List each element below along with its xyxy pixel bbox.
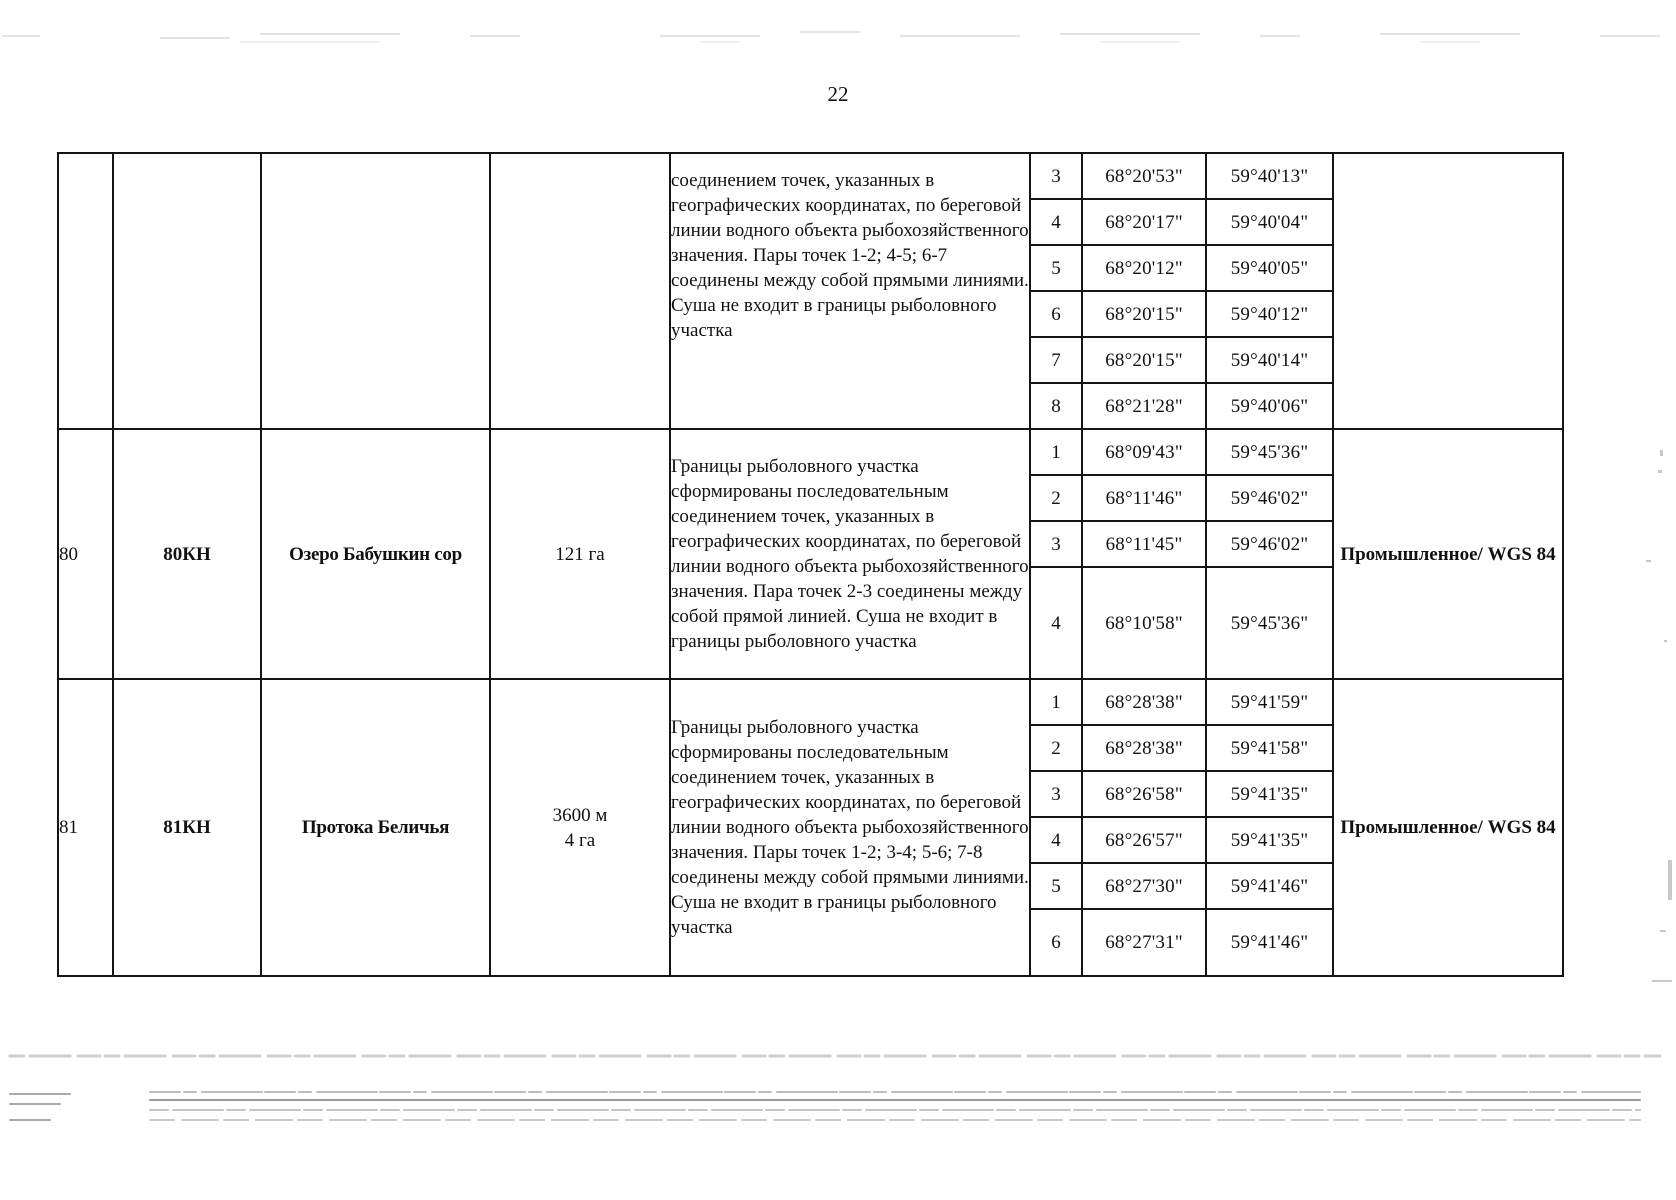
point-latitude: 68°09'43" xyxy=(1082,429,1206,475)
point-longitude: 59°41'46" xyxy=(1206,909,1333,976)
point-latitude: 68°21'28" xyxy=(1082,383,1206,429)
point-longitude: 59°40'06" xyxy=(1206,383,1333,429)
purpose-cell: Промышленное/ WGS 84 xyxy=(1333,679,1563,976)
water-body-name: Протока Беличья xyxy=(261,679,490,976)
point-number: 2 xyxy=(1030,475,1082,521)
row-number: 80 xyxy=(58,429,113,679)
scan-noise-bottom xyxy=(0,1040,1676,1150)
point-longitude: 59°46'02" xyxy=(1206,521,1333,567)
point-longitude: 59°45'36" xyxy=(1206,567,1333,679)
point-number: 5 xyxy=(1030,863,1082,909)
point-longitude: 59°41'35" xyxy=(1206,817,1333,863)
point-latitude: 68°20'15" xyxy=(1082,337,1206,383)
point-latitude: 68°28'38" xyxy=(1082,679,1206,725)
table-row-81 xyxy=(58,679,1563,725)
row-number: 81 xyxy=(58,679,113,976)
point-number: 4 xyxy=(1030,817,1082,863)
point-longitude: 59°40'05" xyxy=(1206,245,1333,291)
point-number: 3 xyxy=(1030,153,1082,199)
point-latitude: 68°20'15" xyxy=(1082,291,1206,337)
point-longitude: 59°41'35" xyxy=(1206,771,1333,817)
area-size xyxy=(490,679,670,976)
point-number: 6 xyxy=(1030,291,1082,337)
scan-noise-top xyxy=(0,18,1676,52)
name-cell-empty xyxy=(261,153,490,429)
point-latitude: 68°11'46" xyxy=(1082,475,1206,521)
point-number: 4 xyxy=(1030,199,1082,245)
point-number: 3 xyxy=(1030,521,1082,567)
point-longitude: 59°41'46" xyxy=(1206,863,1333,909)
point-longitude: 59°40'04" xyxy=(1206,199,1333,245)
num-cell-empty xyxy=(58,153,113,429)
point-latitude: 68°11'45" xyxy=(1082,521,1206,567)
area-size xyxy=(490,429,670,679)
area-code: 80КН xyxy=(113,429,261,679)
table-row-80 xyxy=(58,429,1563,475)
boundary-description: соединением точек, указанных в географических координатах, по береговой линии водного объекта рыбохозяйственного значения. Пары точек 1-2; 4-5; 6-7 соединены между собой прямыми линиями. Суша не входит в границы рыболовного участка xyxy=(670,153,1030,429)
area-size-line2: 4 га xyxy=(564,829,596,851)
point-longitude: 59°40'14" xyxy=(1206,337,1333,383)
purpose-cell-empty xyxy=(1333,153,1563,429)
point-latitude: 68°20'17" xyxy=(1082,199,1206,245)
point-longitude: 59°41'59" xyxy=(1206,679,1333,725)
point-number: 1 xyxy=(1030,679,1082,725)
point-latitude: 68°20'12" xyxy=(1082,245,1206,291)
point-longitude: 59°45'36" xyxy=(1206,429,1333,475)
point-number: 4 xyxy=(1030,567,1082,679)
area-code: 81КН xyxy=(113,679,261,976)
area-size-line1: 121 га xyxy=(555,543,605,565)
point-longitude: 59°40'13" xyxy=(1206,153,1333,199)
point-latitude: 68°28'38" xyxy=(1082,725,1206,771)
point-longitude: 59°46'02" xyxy=(1206,475,1333,521)
point-latitude: 68°20'53" xyxy=(1082,153,1206,199)
point-number: 5 xyxy=(1030,245,1082,291)
page-number: 22 xyxy=(827,82,849,106)
point-number: 8 xyxy=(1030,383,1082,429)
point-longitude: 59°41'58" xyxy=(1206,725,1333,771)
purpose-cell: Промышленное/ WGS 84 xyxy=(1333,429,1563,679)
point-latitude: 68°27'31" xyxy=(1082,909,1206,976)
point-longitude: 59°40'12" xyxy=(1206,291,1333,337)
area-size-line1: 3600 м xyxy=(552,804,608,826)
point-latitude: 68°26'58" xyxy=(1082,771,1206,817)
point-latitude: 68°27'30" xyxy=(1082,863,1206,909)
point-latitude: 68°26'57" xyxy=(1082,817,1206,863)
table-row-continuation xyxy=(58,153,1563,199)
water-body-name: Озеро Бабушкин сор xyxy=(261,429,490,679)
boundary-description: Границы рыболовного участка сформированы последовательным соединением точек, указанных в географических координатах, по береговой линии водного объекта рыбохозяйственного значения. Пары точек 1-2; 3-4; 5-6; 7-8 соединены между собой прямыми линиями. Суша не входит в границы рыболовного участка xyxy=(670,679,1030,976)
point-number: 2 xyxy=(1030,725,1082,771)
point-number: 7 xyxy=(1030,337,1082,383)
point-number: 3 xyxy=(1030,771,1082,817)
scan-noise-right xyxy=(1640,440,1676,1000)
boundary-description: Границы рыболовного участка сформированы последовательным соединением точек, указанных в географических координатах, по береговой линии водного объекта рыбохозяйственного значения. Пара точек 2-3 соединены между собой прямой линией. Суша не входит в границы рыболовного участка xyxy=(670,429,1030,679)
point-latitude: 68°10'58" xyxy=(1082,567,1206,679)
area-cell-empty xyxy=(490,153,670,429)
fishing-areas-table xyxy=(57,152,1564,977)
point-number: 6 xyxy=(1030,909,1082,976)
code-cell-empty xyxy=(113,153,261,429)
point-number: 1 xyxy=(1030,429,1082,475)
